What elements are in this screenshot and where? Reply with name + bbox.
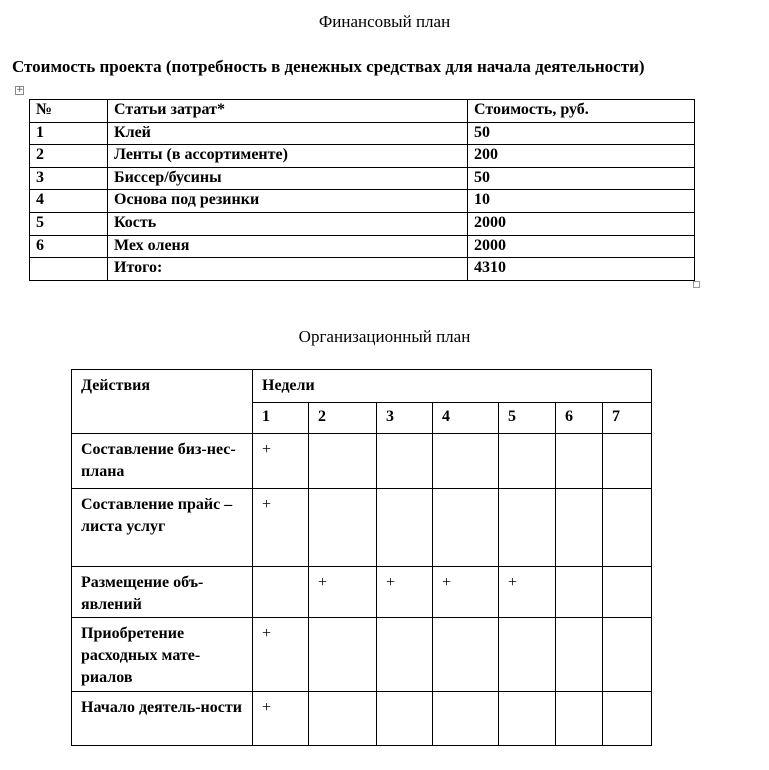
table-row: [30, 235, 695, 258]
row-number: 1: [30, 122, 108, 145]
week-mark: [309, 692, 377, 746]
row-item: Кость: [108, 212, 468, 235]
table-move-handle-icon[interactable]: +: [16, 85, 24, 95]
week-mark: [556, 489, 603, 567]
action-name: Размещение объ-явлений: [72, 567, 253, 618]
week-mark: +: [253, 489, 309, 567]
table-row: [72, 618, 652, 692]
week-mark: [603, 618, 652, 692]
row-cost: 10: [468, 190, 695, 213]
table-row: [72, 567, 652, 618]
week-mark: [603, 489, 652, 567]
action-name: Приобретение расходных мате-риалов: [72, 618, 253, 692]
week-mark: [556, 434, 603, 489]
row-item: Основа под резинки: [108, 190, 468, 213]
total-label: Итого:: [108, 258, 468, 281]
row-number: 2: [30, 145, 108, 168]
table-resize-handle[interactable]: [693, 281, 700, 288]
organizational-plan-table: [71, 369, 652, 746]
week-mark: +: [377, 567, 433, 618]
week-mark: [253, 567, 309, 618]
week-mark: [433, 692, 499, 746]
week-mark: [603, 434, 652, 489]
week-mark: [377, 692, 433, 746]
financial-plan-title: Финансовый план: [318, 12, 451, 31]
week-mark: +: [253, 434, 309, 489]
row-item: Клей: [108, 122, 468, 145]
action-name: Составление биз-нес-плана: [72, 434, 253, 489]
header-row: [72, 370, 652, 403]
week-mark: [499, 434, 556, 489]
week-number: 4: [433, 403, 499, 434]
week-mark: [309, 618, 377, 692]
table-row: [30, 145, 695, 168]
project-cost-table: [29, 99, 695, 281]
week-number: 5: [499, 403, 556, 434]
row-cost: 2000: [468, 235, 695, 258]
row-item: Мех оленя: [108, 235, 468, 258]
action-name: Составление прайс –листа услуг: [72, 489, 253, 567]
row-cost: 200: [468, 145, 695, 168]
week-mark: [433, 434, 499, 489]
row-item: Ленты (в ассортименте): [108, 145, 468, 168]
table-header-row: [30, 100, 695, 123]
week-mark: [556, 618, 603, 692]
week-mark: [603, 692, 652, 746]
row-cost: 50: [468, 167, 695, 190]
actions-header: Действия: [72, 370, 253, 434]
week-mark: +: [499, 567, 556, 618]
week-mark: [377, 434, 433, 489]
project-cost-subtitle: Стоимость проекта (потребность в денежных средствах для начала деятельности): [12, 57, 645, 76]
week-mark: +: [253, 618, 309, 692]
table-row: [72, 489, 652, 567]
organizational-plan-title: Организационный план: [298, 327, 471, 346]
week-mark: [499, 489, 556, 567]
row-cost: 50: [468, 122, 695, 145]
total-row: [30, 258, 695, 281]
header-cost: Стоимость, руб.: [468, 100, 695, 123]
week-number: 6: [556, 403, 603, 434]
row-cost: 2000: [468, 212, 695, 235]
week-mark: +: [253, 692, 309, 746]
row-item: Биссер/бусины: [108, 167, 468, 190]
week-mark: [556, 692, 603, 746]
table-row: [30, 212, 695, 235]
week-mark: [433, 618, 499, 692]
row-number: 3: [30, 167, 108, 190]
week-number: 7: [603, 403, 652, 434]
week-number: 3: [377, 403, 433, 434]
table-row: [30, 167, 695, 190]
header-number: №: [30, 100, 108, 123]
row-number: 6: [30, 235, 108, 258]
total-empty-cell: [30, 258, 108, 281]
week-mark: [556, 567, 603, 618]
table-row: [30, 122, 695, 145]
week-mark: [499, 618, 556, 692]
table-row: [72, 434, 652, 489]
week-mark: [309, 434, 377, 489]
row-number: 5: [30, 212, 108, 235]
action-name: Начало деятель-ности: [72, 692, 253, 746]
week-mark: +: [433, 567, 499, 618]
table-row: [30, 190, 695, 213]
table-row: [72, 692, 652, 746]
weeks-header: Недели: [253, 370, 652, 403]
row-number: 4: [30, 190, 108, 213]
week-number: 1: [253, 403, 309, 434]
total-value: 4310: [468, 258, 695, 281]
week-mark: [433, 489, 499, 567]
week-mark: [309, 489, 377, 567]
header-cost-item: Статьи затрат*: [108, 100, 468, 123]
week-mark: [377, 618, 433, 692]
week-number: 2: [309, 403, 377, 434]
week-mark: [377, 489, 433, 567]
week-mark: +: [309, 567, 377, 618]
week-mark: [499, 692, 556, 746]
week-mark: [603, 567, 652, 618]
